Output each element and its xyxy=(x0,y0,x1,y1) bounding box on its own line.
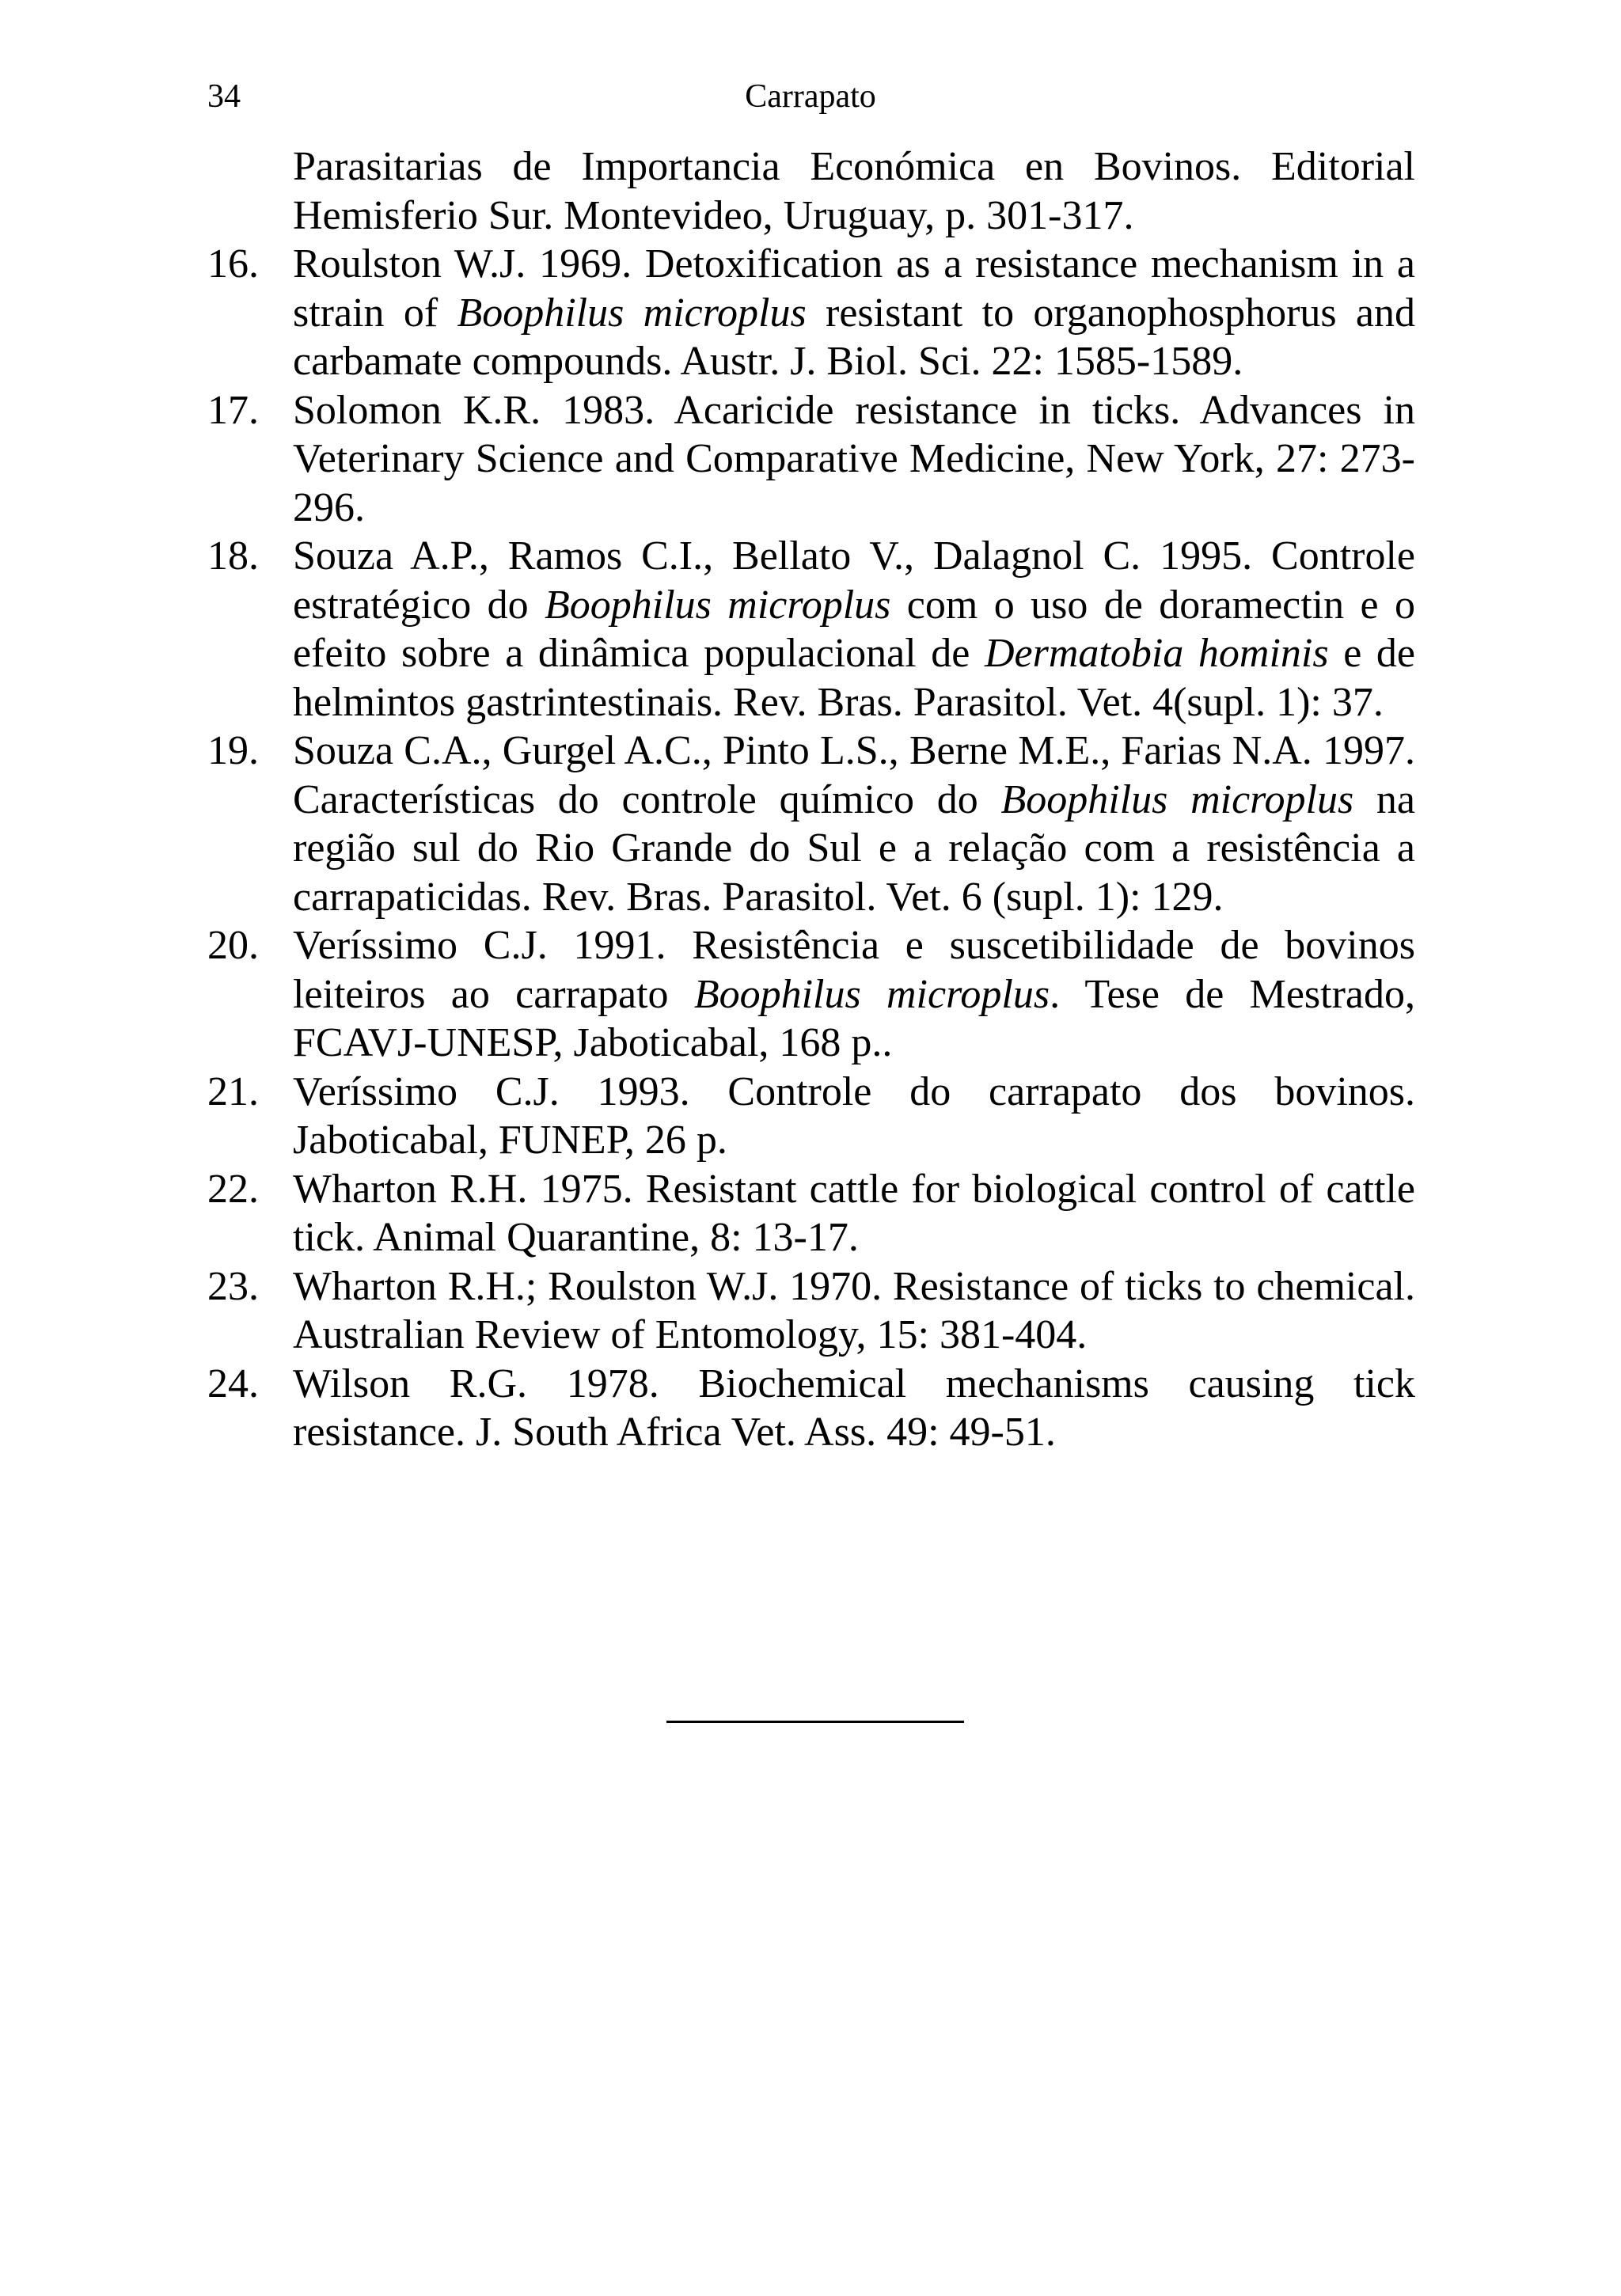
reference-number: 22. xyxy=(207,1166,259,1212)
reference-item xyxy=(207,532,1415,727)
reference-text xyxy=(293,142,1415,240)
reference-text-segment: Veríssimo C.J. 1991. Resistência e suscetibilidade de bovinos leiteiros ao carrapato xyxy=(293,923,1415,1017)
species-name: Dermatobia hominis xyxy=(985,631,1329,676)
reference-item xyxy=(207,1165,1415,1262)
species-name: Boophilus microplus xyxy=(457,290,807,336)
page-number: 34 xyxy=(207,78,241,115)
reference-text xyxy=(293,1165,1415,1262)
reference-number: 21. xyxy=(207,1068,259,1114)
reference-text-segment: Wilson R.G. 1978. Biochemical mechanisms causing tick resistance. J. South Africa Vet. Ass. 49: 49-51. xyxy=(293,1361,1415,1455)
species-name: Boophilus microplus xyxy=(693,971,1050,1017)
species-name: Boophilus microplus xyxy=(545,582,891,628)
reference-text xyxy=(293,921,1415,1068)
reference-text xyxy=(293,1262,1415,1360)
reference-text xyxy=(293,727,1415,921)
reference-list xyxy=(207,142,1415,1457)
reference-text-segment: Solomon K.R. 1983. Acaricide resistance in ticks. Advances in Veterinary Science and Comparative Medicine, New York, 27: 273-296. xyxy=(293,387,1415,530)
reference-text-segment: Veríssimo C.J. 1993. Controle do carrapato dos bovinos. Jaboticabal, FUNEP, 26 p. xyxy=(293,1068,1415,1163)
reference-number: 20. xyxy=(207,923,259,968)
reference-item xyxy=(207,1360,1415,1457)
reference-text xyxy=(293,240,1415,386)
reference-text-segment: Souza A.P., Ramos C.I., Bellato V., Dalagnol C. 1995. Controle estratégico do xyxy=(293,533,1415,628)
reference-text-segment: Parasitarias de Importancia Económica en Bovinos. Editorial Hemisferio Sur. Montevideo, Uruguay, p. 301-317. xyxy=(293,144,1415,238)
reference-item xyxy=(207,921,1415,1068)
reference-text xyxy=(293,386,1415,533)
reference-text-segment: e de helmintos gastrintestinais. Rev. Bras. Parasitol. Vet. 4(supl. 1): 37. xyxy=(293,631,1416,725)
reference-item xyxy=(207,727,1415,921)
reference-text-segment: Wharton R.H. 1975. Resistant cattle for biological control of cattle tick. Animal Quarantine, 8: 13-17. xyxy=(293,1166,1415,1260)
reference-item xyxy=(207,386,1415,533)
reference-text-segment: com o uso de doramectin e o efeito sobre a dinâmica populacional de xyxy=(293,582,1416,676)
reference-item xyxy=(207,240,1415,386)
reference-number: 17. xyxy=(207,387,259,433)
reference-number: 19. xyxy=(207,728,259,773)
reference-number: 18. xyxy=(207,533,259,579)
species-name: Boophilus microplus xyxy=(1000,776,1354,822)
reference-text xyxy=(293,532,1415,727)
running-title: Carrapato xyxy=(745,78,876,115)
reference-text-segment: Souza C.A., Gurgel A.C., Pinto L.S., Berne M.E., Farias N.A. 1997. Características do controle químico do xyxy=(293,728,1415,822)
reference-number: 16. xyxy=(207,241,259,287)
reference-item xyxy=(207,142,1415,240)
reference-item xyxy=(207,1262,1415,1360)
reference-text-segment: resistant to organophosphorus and carbamate compounds. Austr. J. Biol. Sci. 22: 1585-1589. xyxy=(293,290,1416,384)
reference-text xyxy=(293,1360,1415,1457)
reference-text-segment: Roulston W.J. 1969. Detoxification as a resistance mechanism in a strain of xyxy=(293,241,1415,336)
reference-number: 23. xyxy=(207,1263,259,1309)
end-of-section-rule xyxy=(666,1721,964,1723)
reference-text xyxy=(293,1068,1415,1165)
reference-text-segment: na região sul do Rio Grande do Sul e a relação com a resistência a carrapaticidas. Rev. Bras. Parasitol. Vet. 6 (supl. 1): 129. xyxy=(293,776,1415,920)
reference-item xyxy=(207,1068,1415,1165)
reference-text-segment: Wharton R.H.; Roulston W.J. 1970. Resistance of ticks to chemical. Australian Review of Entomology, 15: 381-404. xyxy=(293,1263,1415,1357)
reference-text-segment: . Tese de Mestrado, FCAVJ-UNESP, Jaboticabal, 168 p.. xyxy=(293,971,1415,1065)
reference-number: 24. xyxy=(207,1361,259,1406)
